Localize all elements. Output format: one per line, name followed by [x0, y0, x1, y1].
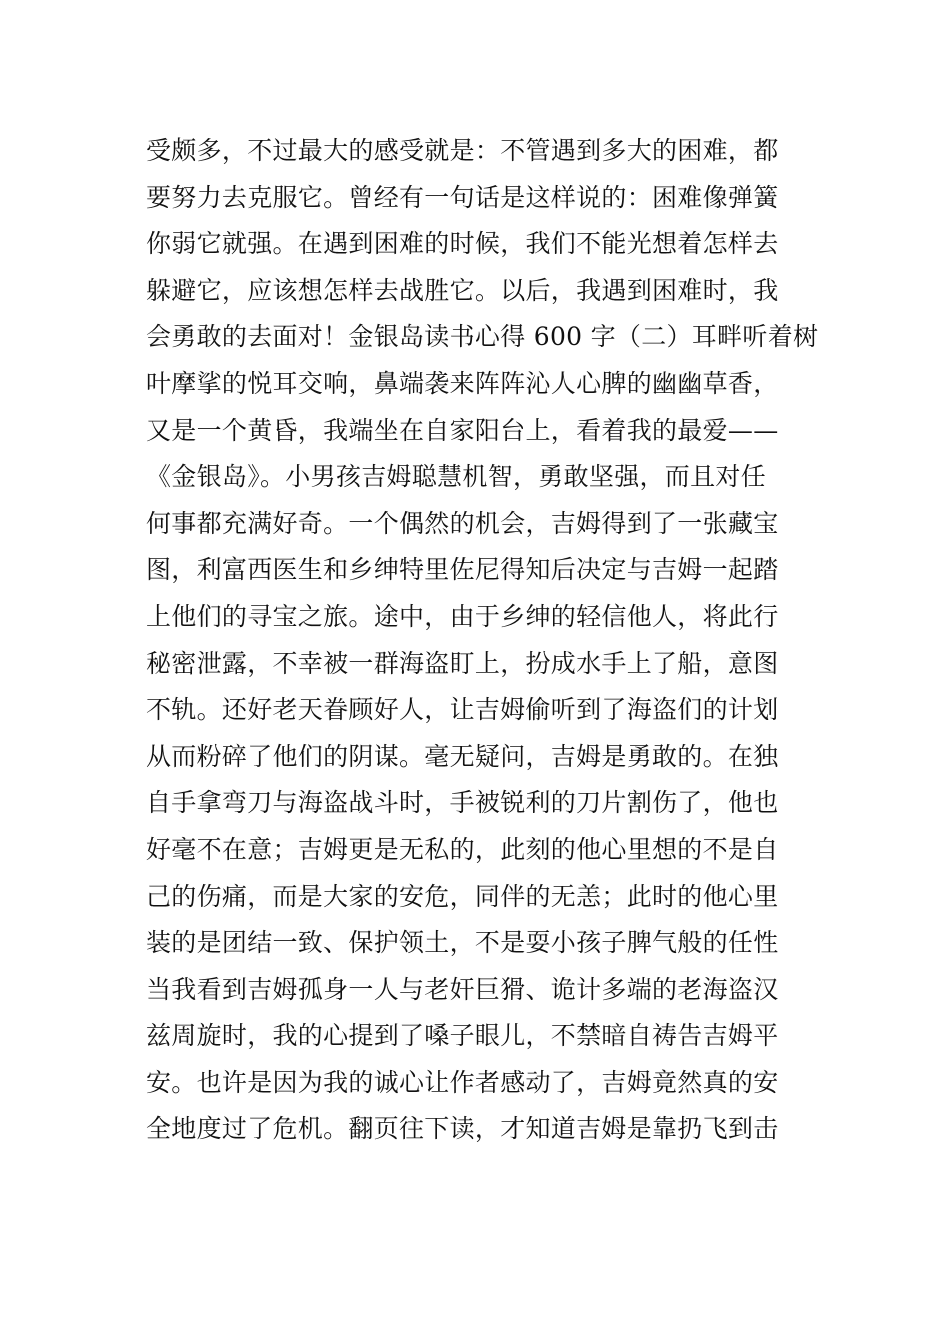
text-line: 装的是团结一致、保护领土，不是耍小孩子脾气般的任性: [146, 928, 779, 958]
text-line: 秘密泄露，不幸被一群海盗盯上，扮成水手上了船，意图: [146, 648, 779, 678]
body-text: [146, 128, 819, 1153]
text-line: 又是一个黄昏，我端坐在自家阳台上，看着我的最爱——: [146, 415, 779, 445]
text-line: 《金银岛》。小男孩吉姆聪慧机智，勇敢坚强，而且对任: [146, 462, 767, 492]
text-line: 叶摩挲的悦耳交响，鼻端袭来阵阵沁人心脾的幽幽草香，: [146, 368, 779, 398]
text-line: 图，利富西医生和乡绅特里佐尼得知后决定与吉姆一起踏: [146, 555, 779, 585]
text-line: 受颇多，不过最大的感受就是：不管遇到多大的困难，都: [146, 136, 779, 165]
text-line: 己的伤痛，而是大家的安危，同伴的无恙；此时的他心里: [146, 881, 779, 911]
text-line: 自手拿弯刀与海盗战斗时，手被锐利的刀片割伤了，他也: [146, 788, 779, 818]
text-line: 从而粉碎了他们的阴谋。毫无疑问，吉姆是勇敢的。在独: [146, 741, 779, 771]
text-line: 兹周旋时，我的心提到了嗓子眼儿，不禁暗自祷告吉姆平: [146, 1021, 779, 1051]
text-line: 会勇敢的去面对！金银岛读书心得 600 字（二）耳畔听着树: [146, 322, 819, 352]
text-line: 全地度过了危机。翻页往下读，才知道吉姆是靠扔飞到击: [146, 1114, 779, 1144]
text-line: 当我看到吉姆孤身一人与老奸巨猾、诡计多端的老海盗汉: [146, 974, 779, 1004]
text-line: 躲避它，应该想怎样去战胜它。以后，我遇到困难时，我: [146, 275, 779, 305]
text-line: 好毫不在意；吉姆更是无私的，此刻的他心里想的不是自: [146, 834, 779, 864]
text-line: 何事都充满好奇。一个偶然的机会，吉姆得到了一张藏宝: [146, 508, 779, 538]
text-line: 不轨。还好老天眷顾好人，让吉姆偷听到了海盗们的计划: [146, 695, 779, 725]
text-line: 你弱它就强。在遇到困难的时候，我们不能光想着怎样去: [146, 229, 779, 259]
text-line: 上他们的寻宝之旅。途中，由于乡绅的轻信他人，将此行: [146, 601, 779, 631]
text-line: 要努力去克服它。曾经有一句话是这样说的：困难像弹簧: [146, 182, 779, 212]
text-line: 安。也许是因为我的诚心让作者感动了，吉姆竟然真的安: [146, 1067, 779, 1097]
